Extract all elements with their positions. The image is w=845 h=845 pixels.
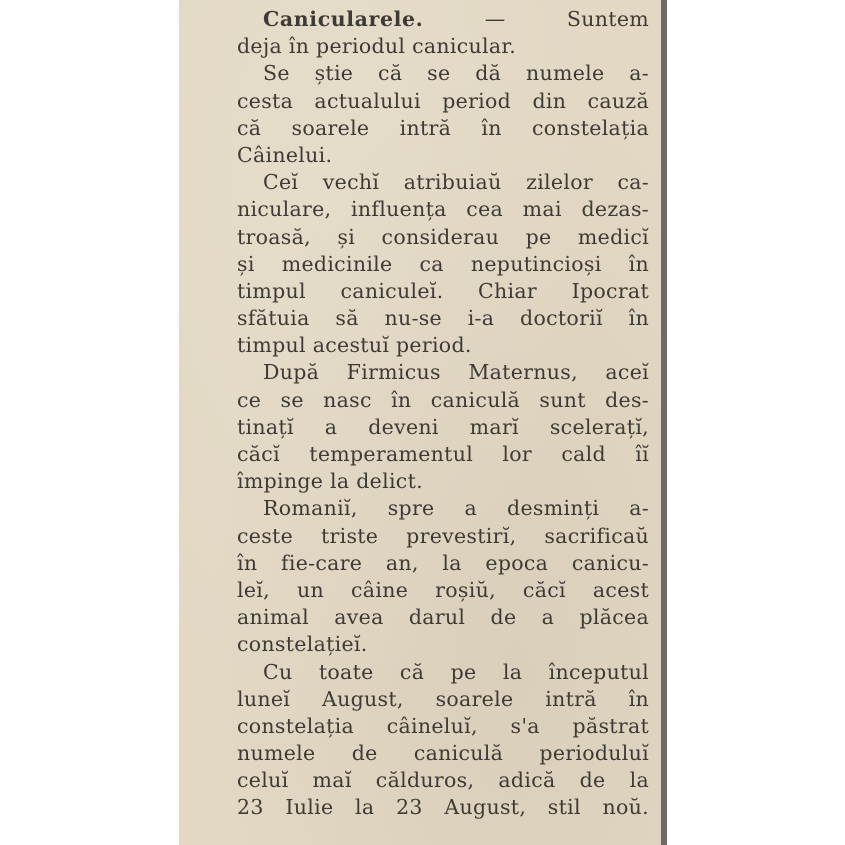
- article-line: împinge la delict.: [237, 469, 423, 494]
- article-line: [237, 6, 649, 33]
- article-line: căcĭ temperamentul lor cald îĭ: [237, 442, 649, 466]
- article-line: leĭ, un câine roșiŭ, căcĭ acest: [237, 577, 649, 602]
- article-line: Cu toate că pe la începutul: [263, 659, 649, 684]
- article-line: Câinelui.: [237, 142, 333, 167]
- article-line: că soarele intră în constelația: [237, 115, 649, 140]
- article-line: timpul caniculeĭ. Chiar Ipocrat: [237, 278, 649, 303]
- article-line: ceste triste prevestirĭ, sacrificaŭ: [237, 523, 649, 548]
- article-line: deja în periodul canicular.: [237, 34, 517, 59]
- article-line: După Firmicus Maternus, aceĭ: [263, 360, 649, 385]
- article-line: constelațieĭ.: [237, 632, 368, 657]
- article-line: timpul acestuĭ period.: [237, 333, 472, 358]
- article-line-text: — Suntem: [484, 7, 649, 31]
- newspaper-clipping: [179, 0, 661, 845]
- article-line: Romaniĭ, spre a desminți a-: [263, 496, 649, 521]
- article-line: cesta actualului period din cauză: [237, 88, 649, 113]
- article-line: celuĭ maĭ călduros, adică de la: [237, 768, 649, 793]
- article-line: ce se nasc în caniculă sunt des-: [237, 387, 649, 412]
- article-line: troasă, și considerau pe medicĭ: [237, 224, 649, 249]
- article-line: Ceĭ vechĭ atribuiaŭ zilelor ca-: [263, 170, 649, 195]
- article-line: 23 Iulie la 23 August, stil noŭ.: [237, 795, 649, 820]
- article-line: sfătuia să nu-se i-a doctoriĭ în: [237, 306, 649, 331]
- article-line: animal avea darul de a plăcea: [237, 605, 649, 630]
- article-line: constelația câineluĭ, s'a păstrat: [237, 713, 649, 738]
- article-line: niculare, influența cea mai dezas-: [237, 197, 649, 222]
- article-line: tinațĭ a deveni marĭ scelerațĭ,: [237, 414, 649, 439]
- article-body: [237, 6, 649, 822]
- article-line: numele de caniculă perioduluĭ: [237, 741, 649, 766]
- article-line: și medicinile ca neputincioși în: [237, 251, 649, 276]
- article-headline: Canicularele.: [263, 7, 424, 31]
- clipping-edge-shadow: [661, 0, 667, 845]
- article-line: în fie-care an, la epoca canicu-: [237, 550, 649, 575]
- article-line: luneĭ August, soarele intră în: [237, 686, 649, 711]
- article-line: Se știe că se dă numele a-: [263, 61, 649, 86]
